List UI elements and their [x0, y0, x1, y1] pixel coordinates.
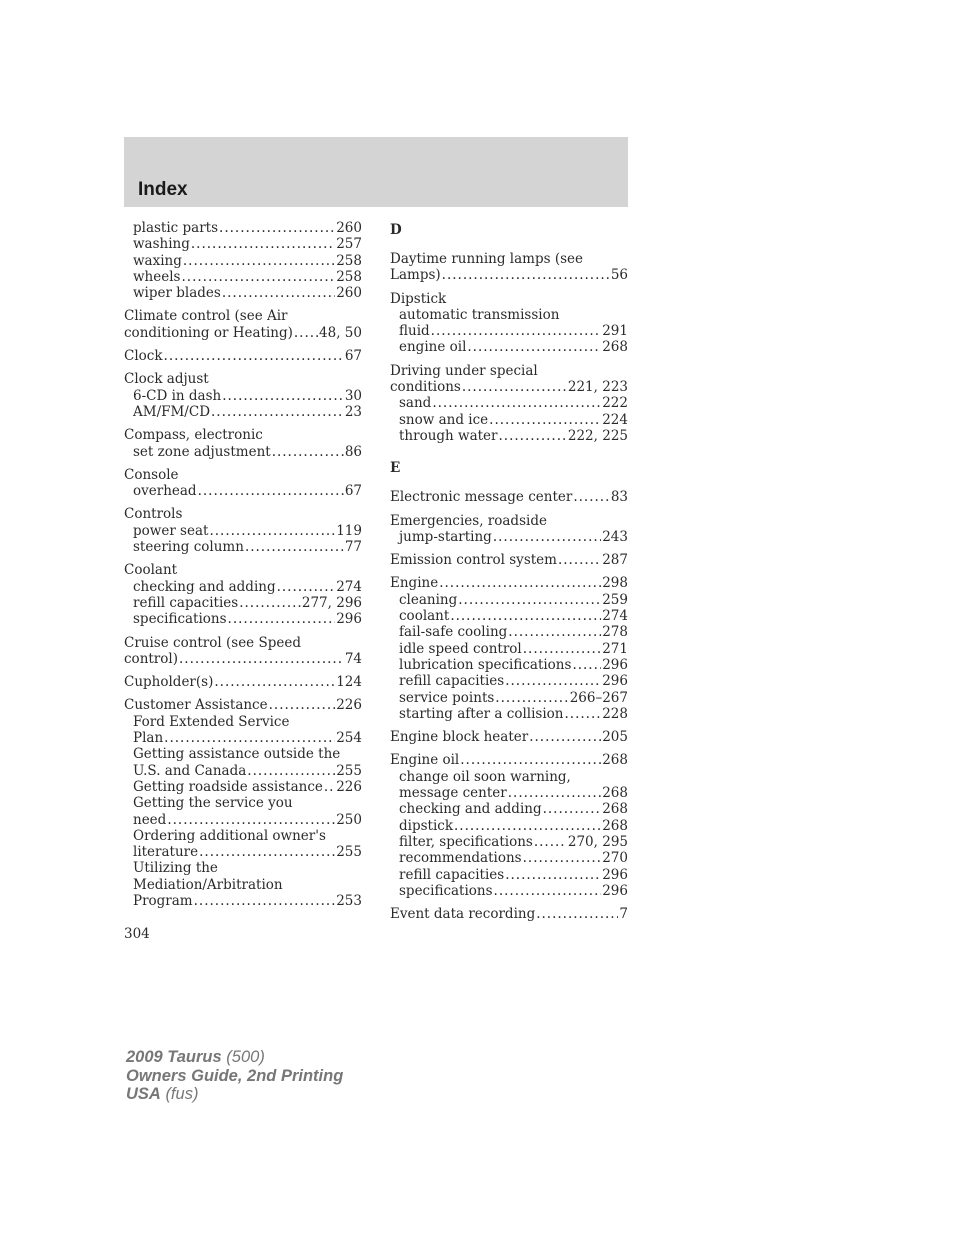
dot-leader	[194, 893, 336, 909]
footer-model-code: (500)	[226, 1048, 265, 1066]
index-page-ref: 296	[336, 611, 362, 628]
index-term: Clock adjust	[124, 371, 209, 388]
index-line	[124, 611, 362, 627]
dot-leader	[494, 883, 602, 899]
index-term: idle speed control	[399, 640, 522, 657]
dot-leader	[523, 641, 601, 657]
dot-leader	[294, 325, 318, 341]
index-term: conditions	[390, 379, 461, 396]
index-page-ref: 287	[602, 552, 628, 569]
index-term: Controls	[124, 506, 183, 523]
index-line	[390, 752, 628, 768]
index-page-ref: 260	[336, 220, 362, 236]
index-line	[390, 657, 628, 673]
index-line	[124, 730, 362, 746]
index-page-ref: 86	[344, 443, 362, 460]
index-page-ref: 221, 223	[567, 379, 628, 396]
dot-leader	[181, 269, 335, 285]
index-page-ref: 274	[336, 578, 362, 595]
index-page-ref: 254	[336, 730, 362, 747]
index-term: automatic transmission	[399, 306, 560, 323]
dot-leader	[277, 579, 336, 595]
index-term: washing	[133, 236, 190, 253]
index-line	[124, 844, 362, 860]
index-entry	[124, 371, 362, 420]
index-term: engine oil	[399, 339, 467, 356]
index-line	[124, 763, 362, 779]
dot-leader	[247, 763, 335, 779]
index-entry	[390, 752, 628, 899]
footer	[126, 1048, 343, 1104]
index-entry	[390, 552, 628, 568]
index-term: jump-starting	[399, 528, 492, 545]
index-line	[390, 818, 628, 834]
index-line	[124, 877, 362, 893]
index-page-ref: 298	[602, 575, 628, 592]
index-term: checking and adding	[133, 578, 276, 595]
index-line	[390, 428, 628, 444]
dot-leader	[432, 395, 601, 411]
index-page-ref: 277, 296	[301, 594, 362, 611]
index-entry	[390, 251, 628, 284]
index-term: Clock	[124, 348, 163, 365]
index-line	[390, 850, 628, 866]
index-entry	[124, 697, 362, 909]
index-term: Getting assistance outside the	[133, 746, 341, 763]
index-term: Compass, electronic	[124, 427, 263, 444]
index-line	[390, 251, 628, 267]
index-page-ref: 243	[602, 528, 628, 545]
index-line	[124, 893, 362, 909]
dot-leader	[534, 834, 567, 850]
index-page-ref: 274	[602, 608, 628, 625]
index-page-ref: 255	[336, 762, 362, 779]
index-line	[124, 779, 362, 795]
index-line	[124, 325, 362, 341]
index-line	[390, 291, 628, 307]
index-term: U.S. and Canada	[133, 762, 247, 779]
index-term: Mediation/Arbitration	[133, 876, 283, 893]
index-term: overhead	[133, 483, 197, 500]
dot-leader	[222, 388, 344, 404]
index-line	[124, 714, 362, 730]
index-line	[124, 562, 362, 578]
index-line	[124, 253, 362, 269]
index-line	[124, 506, 362, 522]
index-page-ref: 48, 50	[319, 324, 362, 341]
index-page-ref: 296	[602, 656, 628, 673]
index-line	[124, 483, 362, 499]
dot-leader	[536, 906, 618, 922]
header-band	[124, 137, 628, 207]
dot-leader	[460, 752, 601, 768]
index-term: through water	[399, 427, 498, 444]
index-line	[390, 641, 628, 657]
index-term: dipstick	[399, 817, 454, 834]
index-term: refill capacities	[399, 866, 505, 883]
index-entry	[390, 489, 628, 505]
index-term: Engine	[390, 575, 439, 592]
index-page-ref: 266–267	[569, 689, 628, 706]
index-term: starting after a collision	[399, 705, 564, 722]
index-page-ref: 222, 225	[567, 427, 628, 444]
index-page-ref: 260	[336, 285, 362, 302]
index-page-ref: 226	[336, 778, 362, 795]
index-line	[124, 523, 362, 539]
index-page-ref: 224	[602, 411, 628, 428]
index-term: Emergencies, roadside	[390, 512, 547, 529]
index-line	[124, 795, 362, 811]
index-page-ref: 268	[602, 817, 628, 834]
index-term: Ford Extended Service	[133, 713, 290, 730]
index-term: plastic parts	[133, 220, 219, 236]
index-line	[390, 307, 628, 323]
index-page-ref: 222	[602, 395, 628, 412]
index-term: steering column	[133, 539, 244, 556]
index-entry	[124, 308, 362, 341]
dot-leader	[228, 611, 336, 627]
dot-leader	[462, 379, 567, 395]
index-line	[390, 363, 628, 379]
index-line	[390, 673, 628, 689]
index-line	[124, 236, 362, 252]
dot-leader	[209, 523, 335, 539]
index-line	[124, 285, 362, 301]
index-page-ref: 268	[602, 801, 628, 818]
index-line	[390, 624, 628, 640]
index-letter-heading: D	[390, 222, 402, 238]
index-line	[390, 489, 628, 505]
index-term: Ordering additional owner's	[133, 827, 326, 844]
index-line	[390, 769, 628, 785]
index-line	[390, 608, 628, 624]
index-entry	[124, 427, 362, 460]
index-page-ref: 67	[344, 483, 362, 500]
index-term: cleaning	[399, 591, 458, 608]
index-term: snow and ice	[399, 411, 489, 428]
index-page-ref: 7	[619, 906, 628, 923]
dot-leader	[239, 595, 301, 611]
dot-leader	[222, 285, 335, 301]
index-page-ref: 250	[336, 811, 362, 828]
index-line	[390, 267, 628, 283]
index-line	[390, 906, 628, 922]
index-term: Customer Assistance	[124, 697, 268, 714]
index-term: filter, specifications	[399, 833, 533, 850]
index-term: service points	[399, 689, 495, 706]
index-line	[390, 801, 628, 817]
dot-leader	[439, 575, 601, 591]
index-line	[124, 635, 362, 651]
index-entry	[124, 506, 362, 555]
dot-leader	[431, 323, 602, 339]
index-term: Cruise control (see Speed	[124, 634, 301, 651]
index-term: fail-safe cooling	[399, 624, 508, 641]
index-line	[390, 785, 628, 801]
index-line	[124, 220, 362, 236]
index-entry	[390, 575, 628, 722]
index-page-ref: 83	[610, 489, 628, 506]
index-line	[390, 552, 628, 568]
dot-leader	[324, 779, 335, 795]
dot-leader	[450, 608, 601, 624]
index-line	[390, 379, 628, 395]
dot-leader	[211, 404, 344, 420]
index-entry	[124, 467, 362, 500]
dot-leader	[523, 850, 602, 866]
index-line	[124, 651, 362, 667]
dot-leader	[564, 706, 601, 722]
index-term: waxing	[133, 252, 182, 269]
dot-leader	[505, 867, 601, 883]
index-line	[390, 412, 628, 428]
index-page-ref: 56	[610, 267, 628, 284]
dot-leader	[572, 657, 601, 673]
dot-leader	[573, 489, 609, 505]
index-term: sand	[399, 395, 432, 412]
index-term: Plan	[133, 730, 164, 747]
index-line	[390, 575, 628, 591]
dot-leader	[505, 673, 601, 689]
index-term: Cupholder(s)	[124, 674, 214, 691]
footer-region-code: (fus)	[165, 1085, 199, 1103]
index-line	[124, 371, 362, 387]
index-line	[124, 348, 362, 364]
index-term: Event data recording	[390, 906, 536, 923]
dot-leader	[183, 253, 335, 269]
index-entry	[390, 363, 628, 444]
index-page-ref: 74	[344, 650, 362, 667]
dot-leader	[191, 236, 335, 252]
index-term: Console	[124, 466, 179, 483]
index-line	[124, 539, 362, 555]
index-page-ref: 268	[602, 785, 628, 802]
index-line	[390, 529, 628, 545]
index-entry	[124, 635, 362, 668]
index-term: AM/FM/CD	[133, 403, 211, 420]
index-entry	[390, 906, 628, 922]
dot-leader	[467, 339, 601, 355]
index-term: lubrication specifications	[399, 656, 572, 673]
index-page-ref: 253	[336, 892, 362, 909]
index-term: fluid	[399, 323, 430, 340]
dot-leader	[495, 690, 568, 706]
dot-leader	[164, 348, 344, 364]
index-line	[390, 867, 628, 883]
index-term: specifications	[399, 882, 493, 899]
index-term: literature	[133, 844, 199, 861]
index-letter-heading: E	[390, 460, 401, 477]
index-line	[124, 308, 362, 324]
dot-leader	[489, 412, 601, 428]
index-page-ref: 271	[602, 640, 628, 657]
index-entry	[124, 348, 362, 364]
index-term: Emission control system	[390, 552, 557, 569]
index-term: control)	[124, 650, 178, 667]
index-line	[390, 513, 628, 529]
index-page-ref: 257	[336, 236, 362, 253]
index-page-ref: 268	[602, 339, 628, 356]
dot-leader	[179, 651, 344, 667]
index-term: Lamps)	[390, 267, 441, 284]
dot-leader	[214, 674, 335, 690]
index-term: change oil soon warning,	[399, 768, 571, 785]
index-term: 6-CD in dash	[133, 387, 222, 404]
index-term: Coolant	[124, 562, 178, 579]
index-page-ref: 278	[602, 624, 628, 641]
index-page-ref: 270	[602, 850, 628, 867]
index-line	[124, 674, 362, 690]
index-entry	[124, 562, 362, 627]
index-entry	[390, 513, 628, 546]
dot-leader	[199, 844, 335, 860]
index-page-ref: 258	[336, 268, 362, 285]
index-page-ref: 296	[602, 882, 628, 899]
index-term: coolant	[399, 608, 450, 625]
index-term: Daytime running lamps (see	[390, 251, 584, 267]
index-line	[124, 746, 362, 762]
index-column-left	[124, 220, 362, 909]
index-line	[390, 883, 628, 899]
index-term: Driving under special	[390, 362, 538, 379]
index-term: Getting the service you	[133, 795, 293, 812]
index-line	[390, 690, 628, 706]
index-page-ref: 291	[602, 323, 628, 340]
index-line	[124, 269, 362, 285]
dot-leader	[442, 267, 610, 283]
index-page-ref: 255	[336, 844, 362, 861]
index-term: message center	[399, 785, 507, 802]
index-line	[390, 592, 628, 608]
dot-leader	[508, 785, 601, 801]
index-page-ref: 30	[344, 387, 362, 404]
index-line	[390, 834, 628, 850]
index-line	[124, 427, 362, 443]
index-line	[124, 444, 362, 460]
index-page-ref: 258	[336, 252, 362, 269]
index-term: Dipstick	[390, 290, 447, 307]
index-page-ref: 67	[344, 348, 362, 365]
dot-leader	[219, 220, 335, 236]
dot-leader	[164, 730, 335, 746]
index-page-ref: 119	[336, 522, 362, 539]
dot-leader	[493, 529, 601, 545]
index-term: Climate control (see Air	[124, 308, 288, 325]
index-line	[124, 579, 362, 595]
index-term: Engine oil	[390, 752, 460, 769]
index-page-ref: 77	[344, 539, 362, 556]
index-entry	[390, 291, 628, 356]
index-page-ref: 23	[344, 403, 362, 420]
dot-leader	[269, 697, 336, 713]
index-entry	[124, 674, 362, 690]
index-term: Engine block heater	[390, 729, 529, 746]
dot-leader	[198, 483, 344, 499]
index-term: checking and adding	[399, 801, 542, 818]
index-line	[124, 697, 362, 713]
dot-leader	[454, 818, 601, 834]
index-page-ref: 268	[602, 752, 628, 769]
dot-leader	[508, 624, 601, 640]
footer-region: USA	[126, 1085, 161, 1103]
index-term: refill capacities	[399, 673, 505, 690]
index-term: need	[133, 811, 167, 828]
dot-leader	[558, 552, 601, 568]
index-page-ref: 270, 295	[567, 833, 628, 850]
index-page-ref: 259	[602, 591, 628, 608]
index-term: Getting roadside assistance	[133, 778, 323, 795]
dot-leader	[272, 444, 344, 460]
index-line	[124, 404, 362, 420]
index-term: conditioning or Heating)	[124, 324, 293, 341]
dot-leader	[245, 539, 344, 555]
footer-guide: Owners Guide, 2nd Printing	[126, 1066, 344, 1085]
index-term: power seat	[133, 522, 209, 539]
index-line	[124, 860, 362, 876]
index-page-ref: 205	[602, 729, 628, 746]
dot-leader	[458, 592, 601, 608]
index-page-ref: 226	[336, 697, 362, 714]
index-line	[124, 828, 362, 844]
index-line	[390, 339, 628, 355]
page-number: 304	[124, 926, 150, 942]
index-term: set zone adjustment	[133, 443, 271, 460]
index-page-ref: 228	[602, 705, 628, 722]
index-line	[390, 706, 628, 722]
index-term: recommendations	[399, 850, 522, 867]
index-term: Program	[133, 892, 193, 909]
index-line	[124, 595, 362, 611]
dot-leader	[529, 729, 601, 745]
index-line	[390, 323, 628, 339]
index-term: Electronic message center	[390, 489, 573, 506]
index-term: wiper blades	[133, 285, 221, 302]
index-page-ref: 296	[602, 673, 628, 690]
index-entry	[390, 729, 628, 745]
footer-model: 2009 Taurus	[126, 1048, 222, 1066]
index-line	[124, 467, 362, 483]
index-term: wheels	[133, 268, 181, 285]
index-term: Utilizing the	[133, 860, 218, 877]
index-entry	[124, 220, 362, 301]
index-term: specifications	[133, 611, 227, 628]
index-line	[124, 388, 362, 404]
dot-leader	[499, 428, 567, 444]
index-page-ref: 296	[602, 866, 628, 883]
index-term: refill capacities	[133, 594, 239, 611]
dot-leader	[543, 801, 602, 817]
page-title: Index	[138, 179, 188, 200]
index-column-right	[390, 220, 628, 922]
dot-leader	[167, 812, 335, 828]
index-page-ref: 124	[336, 674, 362, 691]
index-line	[390, 395, 628, 411]
index-line	[390, 729, 628, 745]
index-line	[124, 812, 362, 828]
